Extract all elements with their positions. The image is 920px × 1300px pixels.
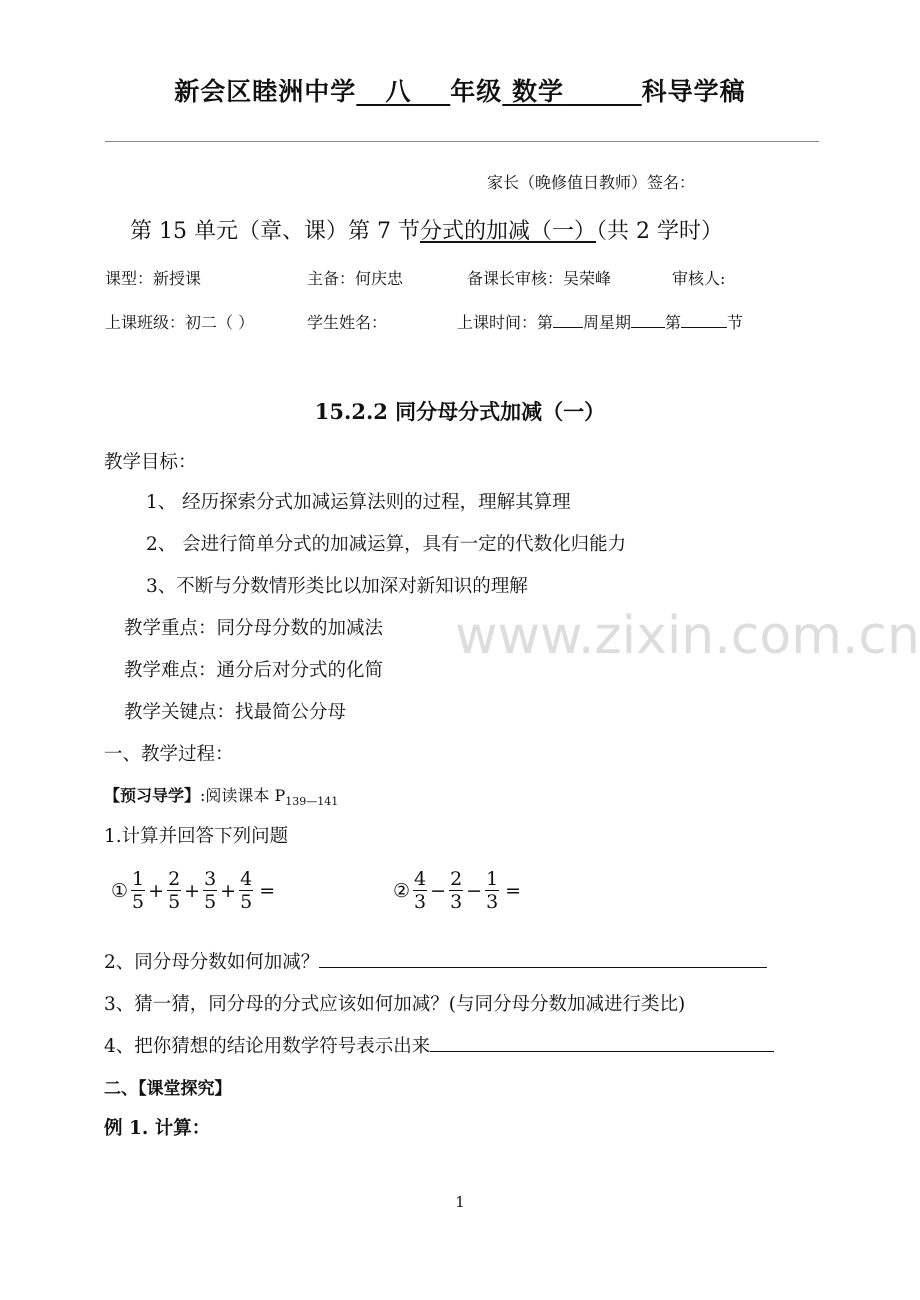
fraction: $\frac{1}{3}$	[486, 868, 499, 913]
unit-suffix: （共 2 学时）	[595, 219, 723, 244]
section-2-label: 二、【课堂探究】	[104, 1079, 232, 1099]
watermark: www.zixin.com.cn	[455, 606, 920, 666]
expression-1: ① $\frac{1}{5}$ + $\frac{2}{5}$ + $\frac{3}{5}$ + $\frac{4}{5}$ =	[111, 868, 276, 913]
preview-text: :阅读课本 P	[200, 786, 286, 805]
unit-topic: 分式的加减（一）	[419, 219, 596, 244]
objective-item: 1、 经历探索分式加减运算法则的过程，理解其算理	[146, 492, 571, 513]
fraction: $\frac{3}{5}$	[204, 868, 217, 913]
weekday-blank[interactable]	[631, 311, 665, 328]
question-1: 1.计算并回答下列问题	[104, 826, 289, 847]
page-number: 1	[455, 1193, 465, 1211]
key-point: 教学重点：同分母分数的加减法	[124, 618, 384, 639]
process-label: 一、教学过程：	[104, 744, 234, 765]
preparer: 主备：何庆忠	[307, 269, 404, 288]
class-time: 上课时间：第 周星期 第 节	[457, 313, 744, 332]
question-4: 4、把你猜想的结论用数学符号表示出来	[104, 1032, 774, 1058]
preview-line	[104, 783, 338, 808]
answer-line[interactable]	[430, 1033, 774, 1052]
fraction: $\frac{2}{5}$	[168, 868, 181, 913]
answer-line[interactable]	[319, 949, 767, 968]
circled-one: ①	[111, 879, 129, 902]
header-divider	[105, 141, 819, 142]
document-title	[0, 72, 920, 108]
parent-signature-label: 家长（晚修值日教师）签名：	[487, 173, 696, 192]
circled-two: ②	[393, 879, 411, 902]
objective-item: 3、不断与分数情形类比以加深对新知识的理解	[146, 576, 528, 597]
school-name: 新会区睦洲中学	[174, 77, 357, 106]
preview-tag: 【预习导学】	[104, 786, 201, 805]
preview-pages: 139—141	[285, 795, 339, 809]
fraction: $\frac{4}{5}$	[240, 868, 253, 913]
period-blank[interactable]	[681, 311, 727, 328]
subject-blank: 数学	[512, 77, 565, 106]
section-title: 15.2.2 同分母分式加减（一）	[314, 399, 606, 424]
grade-suffix: 年级	[450, 77, 503, 106]
question-3: 3、猜一猜，同分母的分式应该如何加减？(与同分母分数加减进行类比)	[104, 994, 686, 1015]
unit-prefix: 第 15 单元（章、课）第 7 节	[130, 219, 420, 244]
week-blank[interactable]	[553, 311, 583, 328]
unit-line	[130, 214, 723, 245]
approver: 审核人:	[672, 269, 726, 288]
expression-2: ② $\frac{4}{3}$ − $\frac{2}{3}$ − $\frac{1}{3}$ =	[393, 868, 522, 913]
reviewer: 备课长审核：吴荣峰	[467, 269, 612, 288]
lesson-type: 课型：新授课	[105, 269, 202, 288]
class-label: 上课班级：初二（ ）	[105, 313, 255, 332]
student-name-label: 学生姓名：	[307, 313, 388, 332]
grade-blank: 八	[385, 77, 412, 106]
objective-item: 2、 会进行简单分式的加减运算，具有一定的代数化归能力	[146, 534, 627, 555]
objectives-label: 教学目标：	[104, 452, 197, 473]
example-1-label: 例 1. 计算：	[104, 1118, 211, 1139]
question-2: 2、同分母分数如何加减？	[104, 948, 767, 974]
fraction: $\frac{4}{3}$	[414, 868, 427, 913]
difficulty: 教学难点：通分后对分式的化简	[124, 660, 384, 681]
fraction: $\frac{2}{3}$	[450, 868, 463, 913]
critical-point: 教学关键点：找最简公分母	[124, 702, 347, 723]
doc-type: 科导学稿	[641, 77, 746, 106]
fraction: $\frac{1}{5}$	[132, 868, 145, 913]
